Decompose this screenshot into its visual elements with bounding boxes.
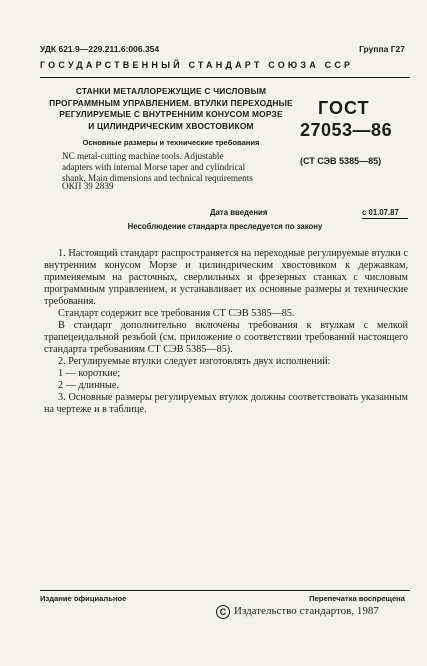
noncompliance-notice: Несоблюдение стандарта преследуется по закону: [127, 222, 323, 231]
standard-subtitle: Основные размеры и технические требования: [82, 138, 260, 147]
copyright-notice: [216, 605, 379, 619]
header-divider: [40, 77, 410, 78]
footer-divider: [40, 590, 410, 591]
title-line: ПРОГРАММНЫМ УПРАВЛЕНИЕМ. ВТУЛКИ ПЕРЕХОДНЫЕ: [49, 97, 293, 108]
title-line: РЕГУЛИРУЕМЫЕ С ВНУТРЕННИМ КОНУСОМ МОРЗЕ: [59, 109, 283, 120]
group-code: Группа Г27: [359, 44, 405, 54]
effective-date-value: с 01.07.87: [362, 208, 399, 217]
document-body: [44, 248, 408, 416]
gost-label: ГОСТ: [318, 98, 370, 118]
official-edition-label: Издание официальное: [40, 594, 127, 603]
udk-code: УДК 621.9—229.211.6:006.354: [40, 44, 160, 54]
date-underline: [362, 218, 408, 219]
okp-code: ОКП 39 2839: [62, 181, 114, 191]
list-item-short: 1 — короткие;: [58, 368, 121, 379]
english-title: [62, 151, 302, 184]
paragraph-st-sev: Стандарт содержит все требования СТ СЭВ 5385—85.: [58, 308, 295, 319]
title-line: И ЦИЛИНДРИЧЕСКИМ ХВОСТОВИКОМ: [88, 120, 254, 131]
st-sev-reference: (СТ СЭВ 5385—85): [300, 156, 382, 166]
effective-date-label: Дата введения: [210, 208, 268, 217]
paragraph-scope: 1. Настоящий стандарт распространяется на переходные регулируемые втулки с внутренним конусом Морзе и цилиндрическим хвостовиком к державкам, применяемым на расточных, сверлильных и фрезерных станках с числовым программным управлением, и устанавливает их основные размеры и технические требования.: [44, 248, 408, 307]
gost-number: 27053—86: [300, 120, 393, 140]
english-title-line: shank. Main dimensions and technical requirements: [62, 173, 253, 183]
english-title-line: NC metal-cutting machine tools. Adjustable: [62, 151, 224, 161]
title-line: СТАНКИ МЕТАЛЛОРЕЖУЩИЕ С ЧИСЛОВЫМ: [75, 86, 267, 96]
standard-title: [40, 86, 302, 132]
reprint-prohibited-label: Перепечатка воспрещена: [309, 594, 405, 603]
state-standard-heading: ГОСУДАРСТВЕННЫЙ СТАНДАРТ СОЮЗА ССР: [40, 60, 354, 70]
copyright-text: Издательство стандартов, 1987: [234, 605, 379, 617]
copyright-icon: C: [216, 605, 230, 619]
paragraph-dimensions: 3. Основные размеры регулируемых втулок должны соответствовать указанным на чертеже и в таблице.: [44, 392, 408, 415]
list-item-long: 2 — длинные.: [58, 380, 119, 391]
paragraph-additional: В стандарт дополнительно включены требования к втулкам с мелкой трапецеидальной резьбой (см. приложение о соответствии требований настоящего стандарта требованиям СТ СЭВ 5385—85).: [44, 320, 408, 355]
english-title-line: adapters with internal Morse taper and cylindrical: [62, 162, 246, 172]
paragraph-versions: 2. Регулируемые втулки следует изготовлять двух исполнений:: [58, 356, 331, 367]
